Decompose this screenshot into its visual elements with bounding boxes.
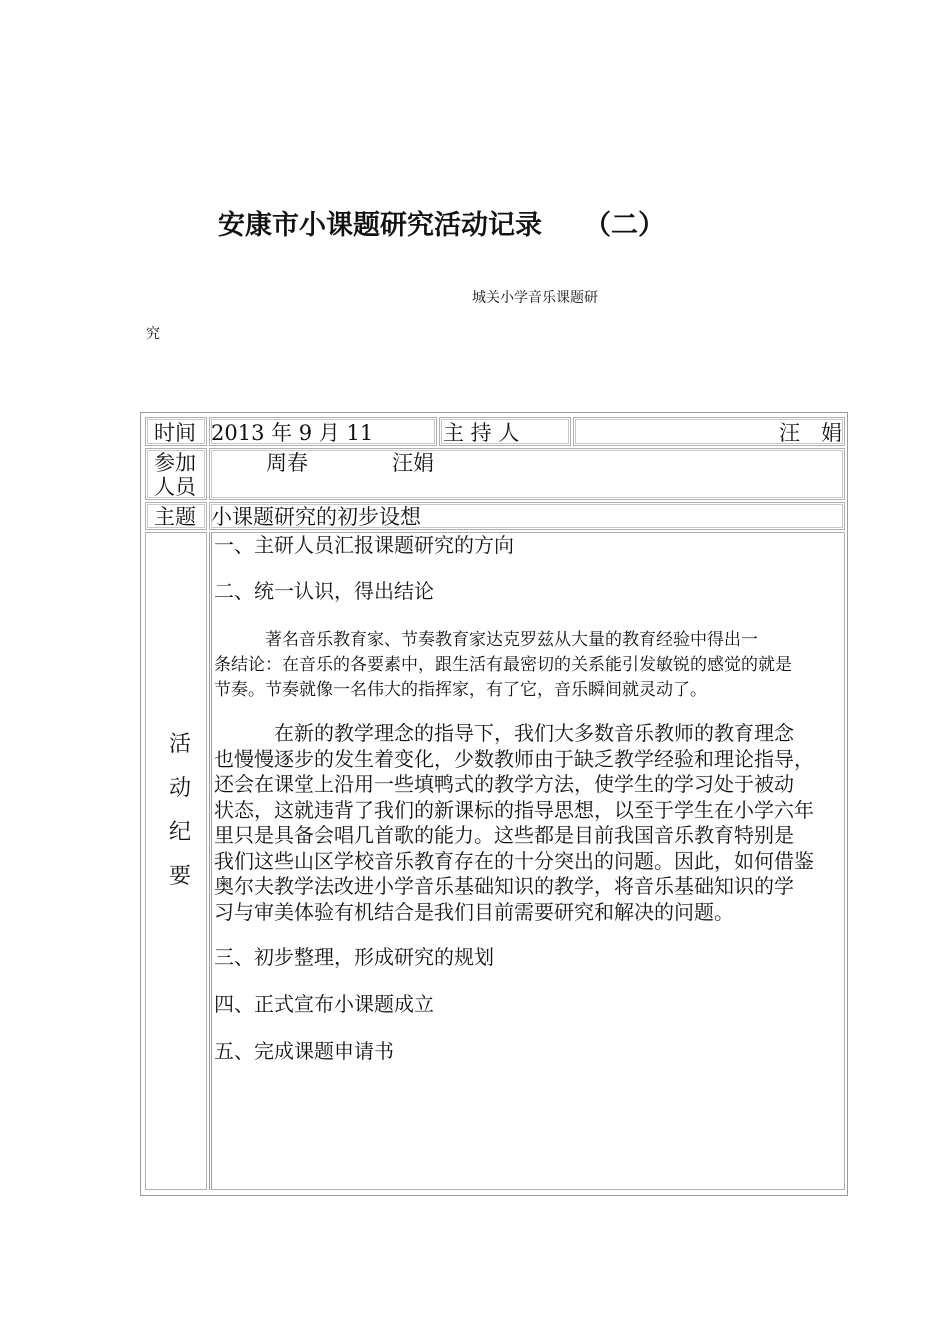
para-line-8: 习与审美体验有机结合是我们目前需要研究和解决的问题。 bbox=[214, 899, 734, 924]
time-label: 时间 bbox=[154, 421, 196, 445]
title-main: 安康市小课题研究活动记录 bbox=[218, 210, 542, 241]
attendees-label-1: 参加 bbox=[154, 451, 196, 475]
para-line-6: 我们这些山区学校音乐教育存在的十分突出的问题。因此，如何借鉴 bbox=[214, 848, 814, 873]
activity-label-char-4: 要 bbox=[168, 864, 191, 889]
item-2: 二、统一认识，得出结论 bbox=[214, 579, 434, 603]
attendees-label-cell bbox=[145, 448, 207, 500]
para-line-5: 里只是具备会唱几首歌的能力。这些都是目前我国音乐教育特别是 bbox=[214, 823, 794, 847]
item-1: 一、主研人员汇报课题研究的方向 bbox=[214, 533, 514, 557]
topic-value: 小课题研究的初步设想 bbox=[211, 505, 421, 529]
time-value: 2013 年 9 月 11 bbox=[211, 421, 374, 445]
topic-value-cell bbox=[209, 502, 845, 530]
activity-label-cell bbox=[145, 532, 207, 1190]
para-line-7: 奥尔夫教学法改进小学音乐基础知识的教学，将音乐基础知识的学 bbox=[214, 874, 794, 898]
subtitle-line-2: 究 bbox=[146, 326, 160, 342]
item-5: 五、完成课题申请书 bbox=[214, 1039, 394, 1063]
attendees-value: 周春 汪娟 bbox=[266, 451, 434, 475]
activity-label-char-2: 动 bbox=[168, 776, 191, 801]
subtitle-line-1: 城关小学音乐课题研 bbox=[472, 290, 598, 306]
activity-content-cell bbox=[209, 532, 845, 1190]
host-label-cell bbox=[439, 417, 571, 446]
para-line-2: 也慢慢逐步的发生着变化，少数教师由于缺乏教学经验和理论指导， bbox=[214, 746, 814, 771]
para-line-1: 在新的教学理念的指导下，我们大多数音乐教师的教育理念 bbox=[214, 721, 794, 745]
host-value: 汪 娟 bbox=[779, 421, 842, 445]
record-table bbox=[140, 412, 848, 1196]
topic-label: 主题 bbox=[154, 505, 196, 529]
activity-label bbox=[168, 723, 192, 899]
attendees-value-cell bbox=[209, 448, 845, 500]
attendees-label-2: 人员 bbox=[154, 475, 196, 499]
quote-line-1: 著名音乐教育家、节奏教育家达克罗兹从大量的教育经验中得出一 bbox=[214, 630, 758, 650]
title-number: （二） bbox=[584, 210, 665, 241]
para-line-3: 还会在课堂上沿用一些填鸭式的教学方法，使学生的学习处于被动 bbox=[214, 772, 794, 796]
host-label: 主 持 人 bbox=[443, 421, 520, 445]
activity-label-char-1: 活 bbox=[168, 732, 191, 757]
host-value-cell bbox=[573, 417, 845, 446]
topic-label-cell bbox=[145, 502, 207, 530]
quote-line-2: 条结论：在音乐的各要素中，跟生活有最密切的关系能引发敏锐的感觉的就是 bbox=[214, 655, 792, 675]
document-title bbox=[218, 203, 665, 242]
para-line-4: 状态，这就违背了我们的新课标的指导思想，以至于学生在小学六年 bbox=[214, 797, 814, 822]
item-4: 四、正式宣布小课题成立 bbox=[214, 992, 434, 1016]
activity-label-char-3: 纪 bbox=[168, 820, 191, 845]
item-3: 三、初步整理，形成研究的规划 bbox=[214, 945, 494, 969]
time-label-cell bbox=[145, 417, 207, 446]
quote-line-3: 节奏。节奏就像一名伟大的指挥家，有了它，音乐瞬间就灵动了。 bbox=[214, 680, 707, 700]
time-value-cell bbox=[209, 417, 437, 446]
